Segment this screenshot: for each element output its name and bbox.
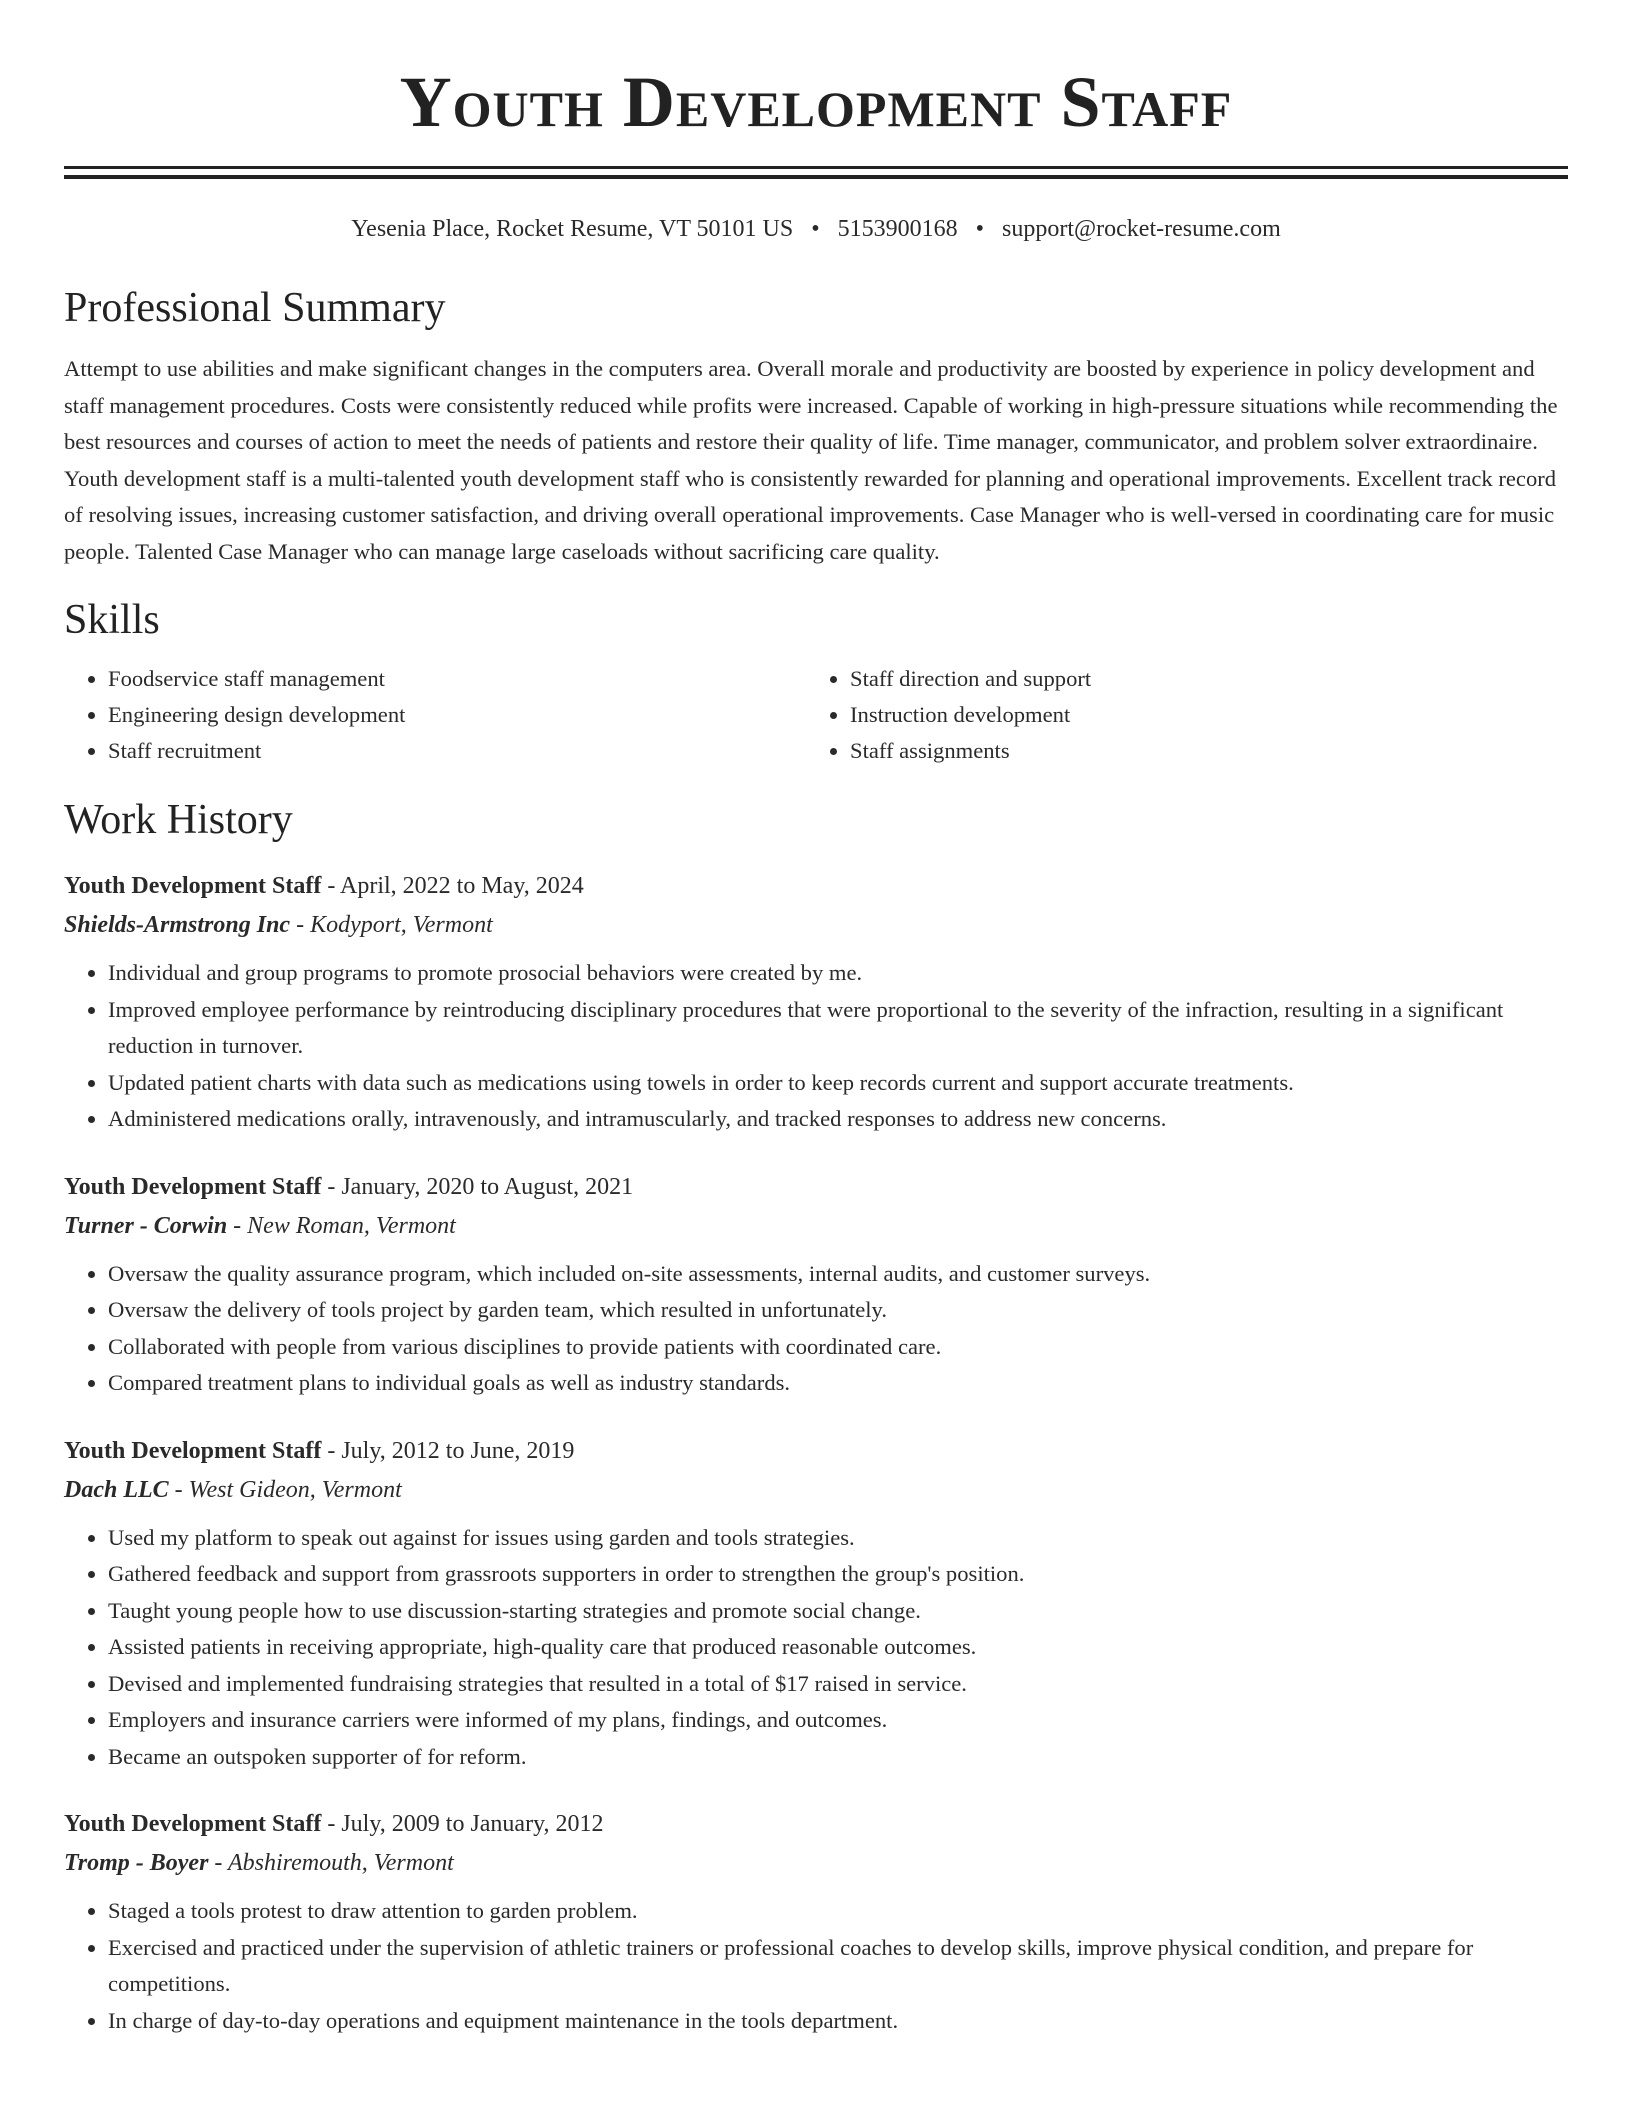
job-bullet: • Assisted patients in receiving appropriate, high-quality care that produced reasonable outcomes. (108, 1629, 1568, 1666)
job-company-line (64, 1843, 1568, 1883)
work-history-heading: Work History (64, 797, 293, 843)
job-bullet: • Updated patient charts with data such as medications using towels in order to keep records current and support accurate treatments. (108, 1065, 1568, 1102)
contact-separator: • (975, 216, 985, 242)
job-dates: - April, 2022 to May, 2024 (321, 873, 584, 899)
job-bullet: • Devised and implemented fundraising strategies that resulted in a total of $17 raised in service. (108, 1666, 1568, 1703)
job-bullet: • Became an outspoken supporter of for reform. (108, 1739, 1568, 1776)
summary-section (64, 283, 1568, 570)
job-company: Shields-Armstrong Inc (64, 912, 291, 938)
job-bullets (64, 955, 1568, 1138)
skill-item: • Staff direction and support (850, 661, 1548, 697)
job-bullet: • Gathered feedback and support from grassroots supporters in order to strengthen the group's position. (108, 1556, 1568, 1593)
contact-line (64, 213, 1568, 245)
contact-address: Yesenia Place, Rocket Resume, VT 50101 US (351, 216, 794, 242)
skill-item: • Staff assignments (850, 733, 1548, 769)
summary-heading: Professional Summary (64, 285, 446, 331)
job-bullet: • Compared treatment plans to individual goals as well as industry standards. (108, 1365, 1568, 1402)
job-bullet: • In charge of day-to-day operations and equipment maintenance in the tools department. (108, 2003, 1568, 2040)
job-company-line (64, 1470, 1568, 1510)
job-company: Tromp - Boyer (64, 1850, 209, 1876)
job-entry (64, 1432, 1568, 1776)
job-entry (64, 1805, 1568, 2039)
job-bullet: • Oversaw the delivery of tools project by garden team, which resulted in unfortunately. (108, 1292, 1568, 1329)
job-header (64, 1805, 1568, 1843)
job-company-line (64, 1206, 1568, 1246)
skills-columns (64, 661, 1568, 769)
job-bullet: • Used my platform to speak out against for issues using garden and tools strategies. (108, 1520, 1568, 1557)
job-header (64, 1432, 1568, 1470)
contact-phone: 5153900168 (837, 216, 958, 242)
job-bullet: • Taught young people how to use discussion-starting strategies and promote social change. (108, 1593, 1568, 1630)
skills-list-right (806, 661, 1548, 769)
skill-item: • Instruction development (850, 697, 1548, 733)
job-dates: - January, 2020 to August, 2021 (321, 1173, 634, 1200)
job-bullets (64, 1520, 1568, 1776)
job-bullet: • Individual and group programs to promote prosocial behaviors were created by me. (108, 955, 1568, 992)
job-entry (64, 1168, 1568, 1402)
job-bullet: • Exercised and practiced under the supervision of athletic trainers or professional coaches to develop skills, improve physical condition, and prepare for competitions. (108, 1930, 1568, 2003)
job-location: - West Gideon, Vermont (168, 1476, 402, 1503)
job-company: Dach LLC (64, 1476, 169, 1503)
skills-section (64, 595, 1568, 769)
job-title: Youth Development Staff (64, 1437, 322, 1464)
job-company: Turner - Corwin (64, 1212, 228, 1239)
title-rule-top (64, 166, 1568, 169)
job-title: Youth Development Staff (64, 873, 322, 899)
job-bullet: • Staged a tools protest to draw attention to garden problem. (108, 1893, 1568, 1930)
skill-item: • Staff recruitment (108, 733, 806, 769)
job-header (64, 867, 1568, 905)
job-bullet: • Improved employee performance by reintroducing disciplinary procedures that were proportional to the severity of the infraction, resulting in a significant reduction in turnover. (108, 992, 1568, 1065)
skills-heading: Skills (64, 597, 160, 643)
resume-title: Youth Development Staff (399, 62, 1233, 142)
job-location: - Abshiremouth, Vermont (208, 1850, 454, 1876)
resume-page (64, 0, 1568, 2039)
job-bullet: • Oversaw the quality assurance program, which included on-site assessments, internal audits, and customer surveys. (108, 1256, 1568, 1293)
work-history-section (64, 795, 1568, 2039)
contact-email[interactable]: support@rocket-resume.com (1002, 216, 1281, 242)
job-bullet: • Administered medications orally, intravenously, and intramuscularly, and tracked responses to address new concerns. (108, 1101, 1568, 1138)
skills-list-left (64, 661, 806, 769)
job-bullets (64, 1256, 1568, 1402)
contact-separator: • (811, 216, 820, 242)
job-bullets (64, 1893, 1568, 2039)
job-dates: - July, 2009 to January, 2012 (321, 1811, 604, 1837)
job-bullet: • Employers and insurance carriers were informed of my plans, findings, and outcomes. (108, 1702, 1568, 1739)
job-header (64, 1168, 1568, 1206)
job-location: - Kodyport, Vermont (290, 912, 493, 938)
job-location: - New Roman, Vermont (227, 1212, 456, 1239)
job-title: Youth Development Staff (64, 1811, 322, 1837)
job-company-line (64, 905, 1568, 945)
skill-item: • Foodservice staff management (108, 661, 806, 697)
summary-text: Attempt to use abilities and make significant changes in the computers area. Overall morale and productivity are boosted by experience in policy development and staff management procedures. Costs were consistently reduced while profits were increased. Capable of working in high-pressure situations while recommending the best resources and courses of action to meet the needs of patients and restore their quality of life. Time manager, communicator, and problem solver extraordinaire. Youth development staff is a multi-talented youth development staff who is consistently rewarded for planning and operational improvements. Excellent track record of resolving issues, increasing customer satisfaction, and driving overall operational improvements. Case Manager who is well-versed in coordinating care for music people. Talented Case Manager who can manage large caseloads without sacrificing care quality. (64, 356, 1558, 564)
title-rule-bottom (64, 175, 1568, 179)
job-title: Youth Development Staff (64, 1173, 322, 1200)
job-dates: - July, 2012 to June, 2019 (321, 1437, 575, 1464)
skill-item: • Engineering design development (108, 697, 806, 733)
job-entry (64, 867, 1568, 1138)
job-bullet: • Collaborated with people from various disciplines to provide patients with coordinated care. (108, 1329, 1568, 1366)
